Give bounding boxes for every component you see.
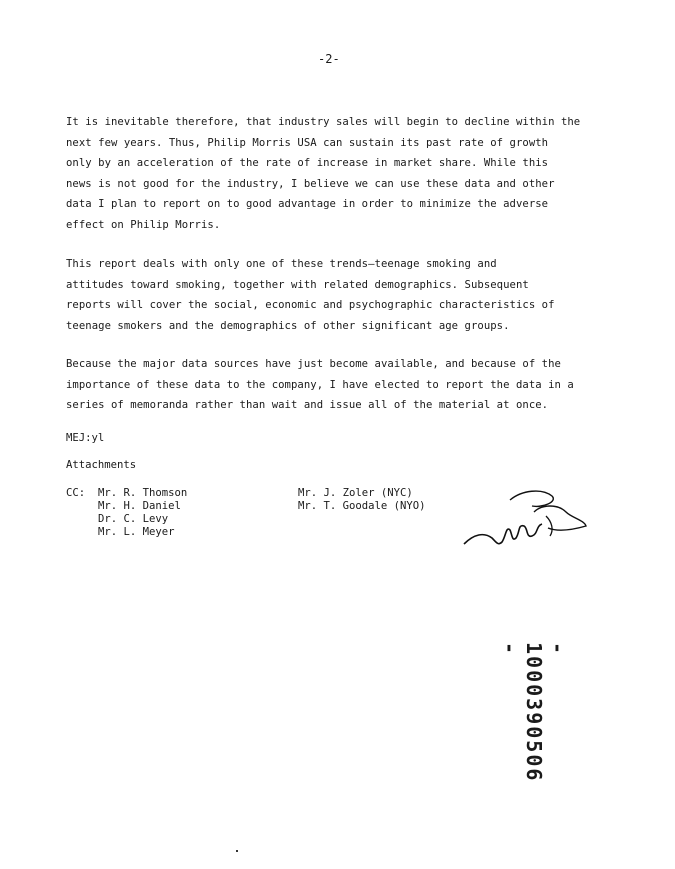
cc-recipient: Mr. L. Meyer	[98, 526, 175, 538]
text-line: effect on Philip Morris.	[66, 218, 221, 231]
text-line: teenage smokers and the demographics of other significant age groups.	[66, 319, 510, 332]
cc-list-right	[298, 487, 426, 513]
typist-initials: MEJ:yl	[66, 432, 105, 444]
paragraph-3	[66, 354, 611, 416]
text-line: only by an acceleration of the rate of increase in market share. While this	[66, 157, 549, 170]
text-line: importance of these data to the company, I have elected to report the data in a	[66, 378, 574, 391]
cc-list-left	[98, 487, 187, 539]
scan-speck	[236, 850, 238, 852]
text-line: news is not good for the industry, I believe we can use these data and other	[66, 177, 555, 190]
text-line: reports will cover the social, economic and psychographic characteristics of	[66, 299, 555, 312]
text-line: attitudes toward smoking, together with related demographics. Subsequent	[66, 278, 529, 291]
text-line: next few years. Thus, Philip Morris USA can sustain its past rate of growth	[66, 136, 549, 149]
attachments-label: Attachments	[66, 459, 137, 471]
cc-recipient: Mr. J. Zoler (NYC)	[298, 487, 413, 499]
paragraph-1	[66, 112, 611, 236]
cc-recipient: Dr. C. Levy	[98, 513, 169, 525]
bates-number: - 1000390506 -	[498, 642, 570, 783]
paragraph-2	[66, 254, 611, 336]
cc-recipient: Mr. H. Daniel	[98, 500, 181, 512]
text-line: It is inevitable therefore, that industry sales will begin to decline within the	[66, 116, 581, 128]
handwritten-signature	[462, 486, 590, 556]
cc-label: CC:	[66, 487, 86, 499]
text-line: This report deals with only one of these trends—teenage smoking and	[66, 258, 497, 270]
cc-recipient: Mr. R. Thomson	[98, 487, 188, 499]
text-line: data I plan to report on to good advantage in order to minimize the adverse	[66, 198, 549, 211]
page-number: -2-	[318, 52, 340, 66]
cc-recipient: Mr. T. Goodale (NYO)	[298, 500, 426, 512]
text-line: series of memoranda rather than wait and issue all of the material at once.	[66, 399, 549, 412]
text-line: Because the major data sources have just become available, and because of the	[66, 358, 561, 370]
